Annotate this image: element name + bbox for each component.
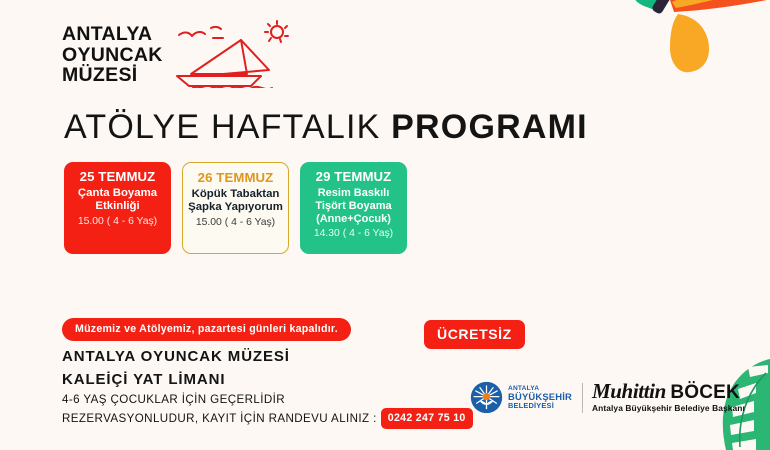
event-description bbox=[188, 188, 283, 215]
museum-logo-wordmark bbox=[62, 24, 163, 86]
municipality-wordmark bbox=[508, 385, 572, 411]
phone-badge[interactable]: 0242 247 75 10 bbox=[381, 408, 473, 430]
mayor-role: Antalya Büyükşehir Belediye Başkanı bbox=[592, 403, 745, 413]
event-time: 14.30 ( 4 - 6 Yaş) bbox=[313, 228, 394, 239]
event-desc-line: Tişört Boyama bbox=[315, 200, 392, 212]
paper-boat-icon bbox=[169, 18, 294, 88]
title-bold-part: PROGRAMI bbox=[391, 108, 588, 146]
venue-block bbox=[62, 345, 290, 391]
event-card[interactable] bbox=[182, 162, 289, 254]
event-date: 26 TEMMUZ bbox=[197, 170, 274, 185]
event-desc-line: Etkinliği bbox=[95, 200, 140, 213]
mayor-name bbox=[592, 379, 745, 403]
event-description bbox=[69, 187, 166, 214]
mayor-first-name: Muhittin bbox=[592, 379, 666, 403]
notes-block bbox=[62, 392, 473, 430]
venue-name: ANTALYA OYUNCAK MÜZESİ bbox=[62, 348, 290, 365]
reservation-note bbox=[62, 409, 473, 431]
event-desc-line: Çanta Boyama bbox=[77, 187, 158, 199]
event-date: 25 TEMMUZ bbox=[79, 169, 156, 184]
rocket-icon bbox=[600, 0, 770, 98]
closed-days-notice: Müzemiz ve Atölyemiz, pazartesi günleri kapalıdır. bbox=[62, 318, 351, 341]
free-badge: ÜCRETSİZ bbox=[424, 320, 525, 349]
reservation-text: REZERVASYONLUDUR, KAYIT İÇİN RANDEVU ALINIZ : bbox=[62, 411, 377, 425]
municipality-line-2: BÜYÜKŞEHİR bbox=[508, 391, 572, 403]
event-card-list bbox=[64, 162, 407, 254]
age-note: 4-6 YAŞ ÇOCUKLAR İÇİN GEÇERLİDİR bbox=[62, 393, 286, 406]
mayor-block bbox=[592, 379, 745, 413]
museum-logo bbox=[62, 22, 294, 88]
event-card[interactable] bbox=[300, 162, 407, 254]
logo-divider bbox=[582, 383, 583, 413]
event-desc-line: (Anne+Çocuk) bbox=[316, 213, 391, 225]
venue-location: KALEİÇİ YAT LİMANI bbox=[62, 371, 226, 388]
event-time: 15.00 ( 4 - 6 Yaş) bbox=[195, 216, 276, 228]
municipality-line-3: BELEDİYESİ bbox=[508, 400, 554, 410]
event-desc-line: Şapka Yapıyorum bbox=[188, 201, 283, 214]
municipality-emblem-icon bbox=[470, 381, 503, 414]
logo-line-1: ANTALYA bbox=[62, 23, 153, 46]
logo-line-2: OYUNCAK bbox=[62, 43, 163, 66]
event-card[interactable] bbox=[64, 162, 171, 254]
event-date: 29 TEMMUZ bbox=[315, 169, 392, 184]
event-desc-line: Resim Baskılı bbox=[317, 187, 390, 199]
page-title bbox=[64, 108, 588, 147]
logo-line-3: MÜZESİ bbox=[62, 64, 138, 87]
event-description bbox=[305, 187, 402, 226]
event-time: 15.00 ( 4 - 6 Yaş) bbox=[77, 215, 158, 227]
municipality-block bbox=[470, 381, 745, 414]
municipality-line-1: ANTALYA bbox=[508, 384, 540, 392]
mayor-last-name: BÖCEK bbox=[670, 382, 740, 403]
event-desc-line: Köpük Tabaktan bbox=[191, 188, 280, 200]
title-light-part: ATÖLYE HAFTALIK bbox=[64, 108, 381, 146]
